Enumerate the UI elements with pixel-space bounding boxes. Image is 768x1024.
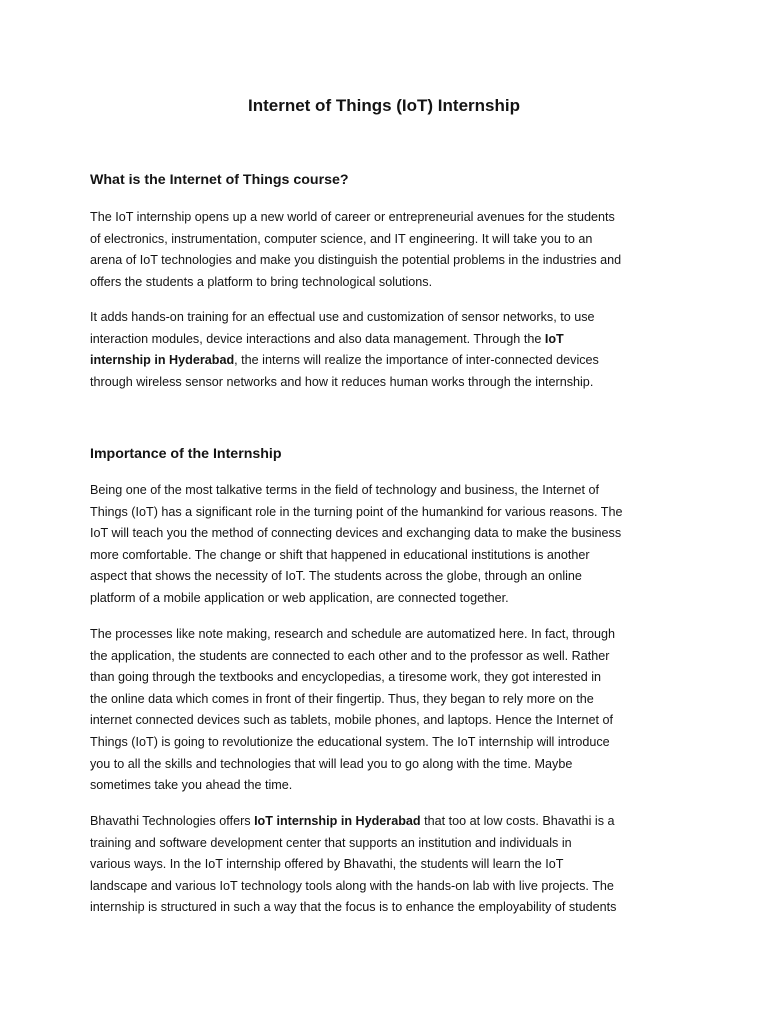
- text-line: arena of IoT technologies and make you distinguish the potential problems in the industries and: [90, 253, 622, 268]
- text-line: The processes like note making, research and schedule are automatized here. In fact, through: [90, 627, 616, 641]
- text-line: training and software development center that supports an institution and individuals in: [90, 835, 572, 850]
- text-line: internship is structured in such a way that the focus is to enhance the employability of students: [90, 900, 617, 915]
- text-line: of electronics, instrumentation, computer science, and IT engineering. It will take you to an: [90, 231, 593, 246]
- bold-keyword: internship in Hyderabad: [90, 353, 235, 368]
- text-line: the application, the students are connected to each other and to the professor as well. Rather: [90, 648, 610, 663]
- text-line: landscape and various IoT technology tools along with the hands-on lab with live projects. The: [90, 878, 614, 893]
- text-line: more comfortable. The change or shift that happened in educational institutions is another: [90, 547, 590, 562]
- text-line: [90, 811, 690, 833]
- text-line: Things (IoT) has a significant role in the turning point of the humankind for various reasons. The: [90, 504, 623, 519]
- section-heading-course: What is the Internet of Things course?: [90, 172, 349, 188]
- text-line: IoT will teach you the method of connecting devices and exchanging data to make the business: [90, 526, 622, 541]
- paragraph-importance: [90, 480, 690, 610]
- bold-keyword: IoT internship in Hyderabad: [254, 814, 421, 828]
- text-line: internet connected devices such as tablets, mobile phones, and laptops. Hence the Internet of: [90, 713, 613, 728]
- text-line: Being one of the most talkative terms in the field of technology and business, the Internet of: [90, 483, 599, 497]
- text-line: The IoT internship opens up a new world of career or entrepreneurial avenues for the students: [90, 210, 615, 224]
- text-line: the online data which comes in front of their fingertip. Thus, they began to rely more on the: [90, 691, 594, 706]
- text-run: , the interns will realize the importance of inter-connected devices: [234, 353, 599, 368]
- document-title: Internet of Things (IoT) Internship: [248, 96, 520, 115]
- paragraph-processes: [90, 624, 690, 797]
- text-line: you to all the skills and technologies that will lead you to go along with the time. Maybe: [90, 756, 573, 771]
- section-heading-importance: Importance of the Internship: [90, 446, 282, 462]
- paragraph-hands-on-training: [90, 307, 690, 393]
- text-run: Bhavathi Technologies offers: [90, 814, 255, 828]
- bold-keyword: IoT: [544, 331, 564, 346]
- text-line: than going through the textbooks and encyclopedias, a tiresome work, they got interested in: [90, 670, 602, 685]
- text-run: that too at low costs. Bhavathi is a: [420, 814, 615, 828]
- text-run: interaction modules, device interactions and also data management. Through the: [90, 331, 545, 346]
- text-line: Things (IoT) is going to revolutionize the educational system. The IoT internship will introduce: [90, 734, 610, 749]
- text-line: [90, 329, 690, 351]
- paragraph-course-intro: [90, 207, 690, 293]
- text-line: through wireless sensor networks and how it reduces human works through the internship.: [90, 374, 594, 389]
- text-line: various ways. In the IoT internship offered by Bhavathi, the students will learn the IoT: [90, 857, 564, 872]
- text-line: sometimes take you ahead the time.: [90, 778, 293, 793]
- text-line: It adds hands-on training for an effectual use and customization of sensor networks, to use: [90, 310, 595, 324]
- text-line: offers the students a platform to bring technological solutions.: [90, 274, 433, 289]
- text-line: platform of a mobile application or web application, are connected together.: [90, 590, 509, 605]
- paragraph-bhavathi: [90, 811, 690, 919]
- text-line: [90, 350, 690, 372]
- text-line: aspect that shows the necessity of IoT. The students across the globe, through an online: [90, 569, 582, 584]
